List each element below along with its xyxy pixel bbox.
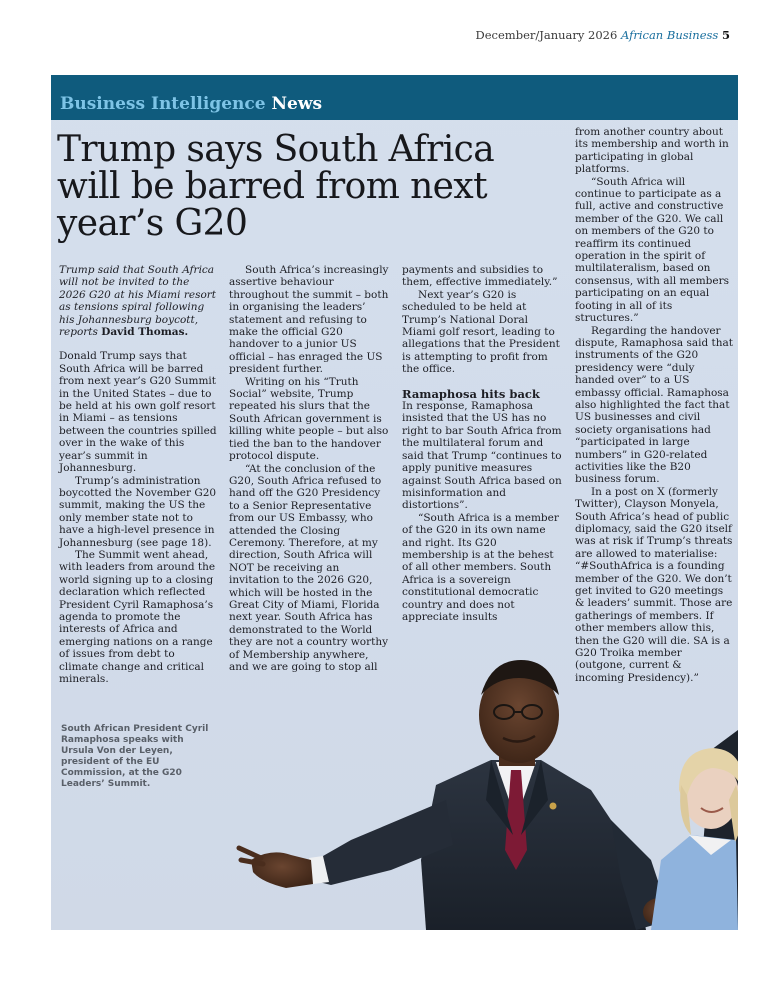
folio-publication: African Business	[620, 28, 719, 42]
article-headline: Trump says South Africa will be barred from next year’s G20	[57, 129, 495, 244]
author-byline: David Thomas.	[101, 326, 189, 339]
body-paragraph: “South Africa is a member of the G20 in its own name and right. Its G20 membership is at the behest of all other members. South Africa is a sovereign constitutional democratic country and does not appreciate insults	[402, 511, 559, 623]
body-paragraph: Trump’s administration boycotted the November G20 summit, making the US the only member state not to have a high-level presence in Johannesburg (see page 18).	[59, 474, 217, 549]
body-paragraph: Donald Trump says that South Africa will be barred from next year’s G20 Summit in the United States – due to be held at his own golf resort in Miami – as tensions between the countries spilled over in the wake of this year’s summit in Johannesburg.	[59, 350, 217, 475]
section-label	[60, 94, 322, 114]
photo-caption: South African President Cyril Ramaphosa speaks with Ursula Von der Leyen, president of the EU Commission, at the G20 Leaders’ Summit.	[61, 724, 209, 789]
body-paragraph: The Summit went ahead, with leaders from around the world signing up to a closing declaration which reflected President Cyril Ramaphosa’s agenda to promote the interests of Africa and emerging nations on a range of issues from debt to climate change and critical minerals.	[59, 548, 216, 685]
section-name: Business Intelligence	[60, 94, 266, 114]
subsection-name: News	[271, 94, 323, 114]
body-paragraph: Writing on his “Truth Social” website, Trump repeated his slurs that the South African government is killing white people – but also tied the ban to the handover protocol dispute.	[229, 375, 389, 463]
body-paragraph: payments and subsidies to them, effective immediately.”	[402, 264, 558, 289]
article-subhead: Ramaphosa hits back	[402, 386, 540, 401]
body-paragraph: South Africa’s increasingly assertive behaviour throughout the summit – both in organising the leaders’ statement and refusing to make the official G20 handover to a junior US official – has enraged the US president further.	[229, 264, 389, 376]
article-column-4	[575, 126, 733, 684]
body-paragraph: “South Africa will continue to participate as a full, active and constructive member of the G20. We call on members of the G20 to reaffirm its continued operation in the spirit of multilateralism, based on consensus, with all members participating on an equal footing in all of its structures.”	[575, 175, 729, 325]
body-paragraph: from another country about its membership and worth in participating in global platforms.	[575, 126, 729, 176]
standfirst	[59, 264, 217, 338]
article-page	[51, 75, 738, 930]
body-paragraph: Next year’s G20 is scheduled to be held at Trump’s National Doral Miami golf resort, leading to allegations that the President is attempting to profit from the office.	[402, 288, 560, 376]
section-banner	[51, 75, 738, 120]
folio-page-number: 5	[721, 28, 730, 42]
standfirst-text: Trump said that South Africa will not be invited to the 2026 G20 at his Miami resort as tensions spiral following his Johannesburg boycott, reports	[59, 264, 217, 339]
body-paragraph: “At the conclusion of the G20, South Africa refused to hand off the G20 Presidency to a Senior Representative from our US Embassy, who attended the Closing Ceremony. Therefore, at my direction, South Africa will NOT be receiving an invitation to the 2026 G20, which will be hosted in the Great City of Miami, Florida next year. South Africa has demonstrated to the World they are not a country worthy of Membership anywhere, and we are going to stop all	[229, 462, 389, 673]
body-paragraph: In a post on X (formerly Twitter), Clayson Monyela, South Africa’s head of public diplomacy, said the G20 itself was at risk if Trump’s threats are allowed to materialise: “#SouthAfrica is a founding member of the G20. We don’t get invited to G20 meetings & leaders’ summit. Those are gatherings of members. If other members allow this, then the G20 will die. SA is a G20 Troika member (outgone, current & incoming Presidency).”	[575, 485, 733, 684]
folio-date: December/January 2026	[475, 28, 618, 42]
article-column-2	[229, 264, 389, 673]
summit-photo	[191, 620, 738, 930]
page-folio	[476, 28, 730, 42]
article-column-3	[402, 264, 562, 623]
body-paragraph: In response, Ramaphosa insisted that the US has no right to bar South Africa from the multilateral forum and said that Trump “continues to apply punitive measures against South Africa based on misinformation and distortions”.	[402, 400, 562, 512]
body-paragraph: Regarding the handover dispute, Ramaphosa said that instruments of the G20 presidency were “duly handed over” to a US embassy official. Ramaphosa also highlighted the fact that US businesses and civil society organisations had “participated in large numbers” in G20-related activities like the B20 business forum.	[575, 324, 734, 486]
